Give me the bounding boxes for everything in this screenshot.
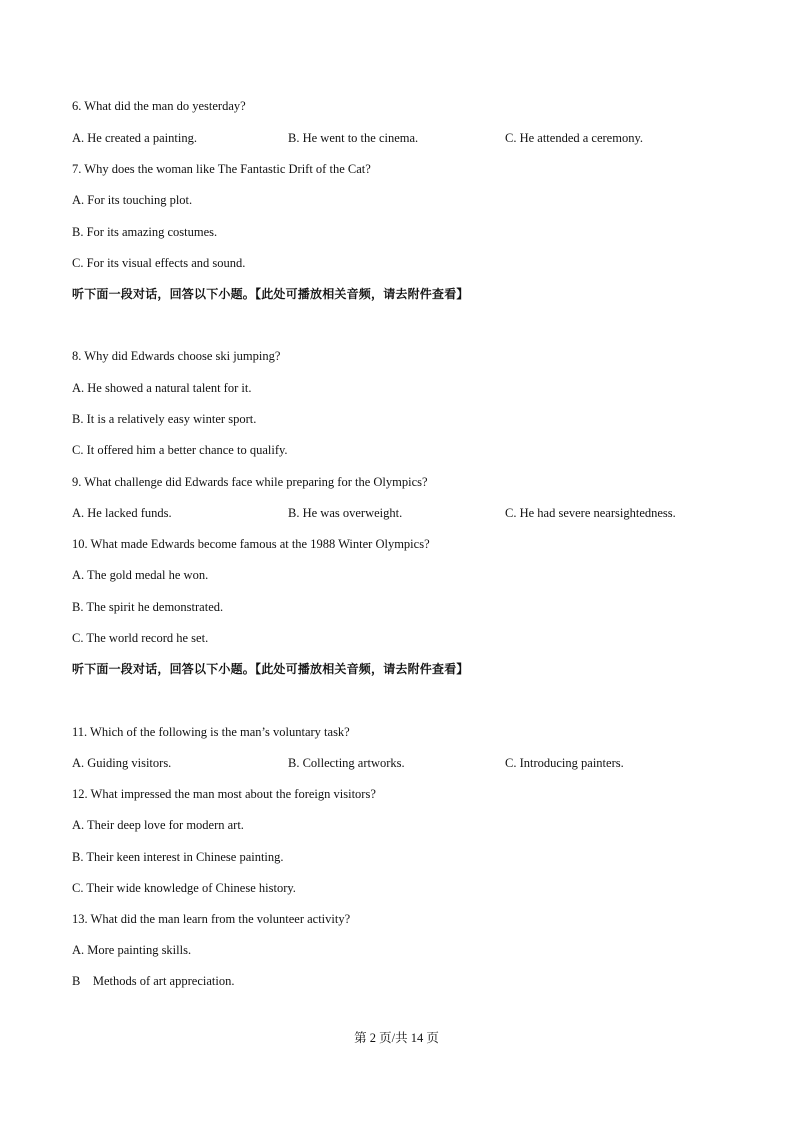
option-8a: A. He showed a natural talent for it. bbox=[72, 381, 252, 395]
option-6a: A. He created a painting. bbox=[72, 131, 197, 145]
question-13: 13. What did the man learn from the volunteer activity? bbox=[72, 912, 351, 926]
option-12c: C. Their wide knowledge of Chinese history. bbox=[72, 881, 296, 895]
page-number: 第 2 页/共 14 页 bbox=[354, 1031, 439, 1045]
option-12a: A. Their deep love for modern art. bbox=[72, 818, 244, 832]
option-9c: C. He had severe nearsightedness. bbox=[505, 506, 676, 520]
question-6: 6. What did the man do yesterday? bbox=[72, 99, 246, 113]
option-8c: C. It offered him a better chance to qualify. bbox=[72, 443, 288, 457]
option-10b: B. The spirit he demonstrated. bbox=[72, 600, 224, 614]
option-9b: B. He was overweight. bbox=[288, 506, 403, 520]
question-8: 8. Why did Edwards choose ski jumping? bbox=[72, 349, 281, 363]
option-6c: C. He attended a ceremony. bbox=[505, 131, 644, 145]
option-10c: C. The world record he set. bbox=[72, 631, 209, 645]
question-10: 10. What made Edwards become famous at the 1988 Winter Olympics? bbox=[72, 537, 430, 551]
option-8b: B. It is a relatively easy winter sport. bbox=[72, 412, 257, 426]
option-7a: A. For its touching plot. bbox=[72, 193, 193, 207]
option-7c: C. For its visual effects and sound. bbox=[72, 256, 246, 270]
listening-instruction: 听下面一段对话，回答以下小题。【此处可播放相关音频，请去附件查看】 bbox=[72, 662, 469, 676]
option-11a: A. Guiding visitors. bbox=[72, 756, 172, 770]
option-11c: C. Introducing painters. bbox=[505, 756, 624, 770]
question-11: 11. Which of the following is the man’s voluntary task? bbox=[72, 725, 350, 739]
option-13b: B Methods of art appreciation. bbox=[72, 974, 235, 988]
option-11b: B. Collecting artworks. bbox=[288, 756, 405, 770]
option-6b: B. He went to the cinema. bbox=[288, 131, 419, 145]
option-12b: B. Their keen interest in Chinese painting. bbox=[72, 850, 284, 864]
question-9: 9. What challenge did Edwards face while preparing for the Olympics? bbox=[72, 475, 428, 489]
option-7b: B. For its amazing costumes. bbox=[72, 225, 218, 239]
option-10a: A. The gold medal he won. bbox=[72, 568, 209, 582]
listening-instruction: 听下面一段对话，回答以下小题。【此处可播放相关音频，请去附件查看】 bbox=[72, 287, 469, 301]
question-12: 12. What impressed the man most about the foreign visitors? bbox=[72, 787, 376, 801]
option-13a: A. More painting skills. bbox=[72, 943, 192, 957]
question-7: 7. Why does the woman like The Fantastic Drift of the Cat? bbox=[72, 162, 371, 176]
option-9a: A. He lacked funds. bbox=[72, 506, 172, 520]
